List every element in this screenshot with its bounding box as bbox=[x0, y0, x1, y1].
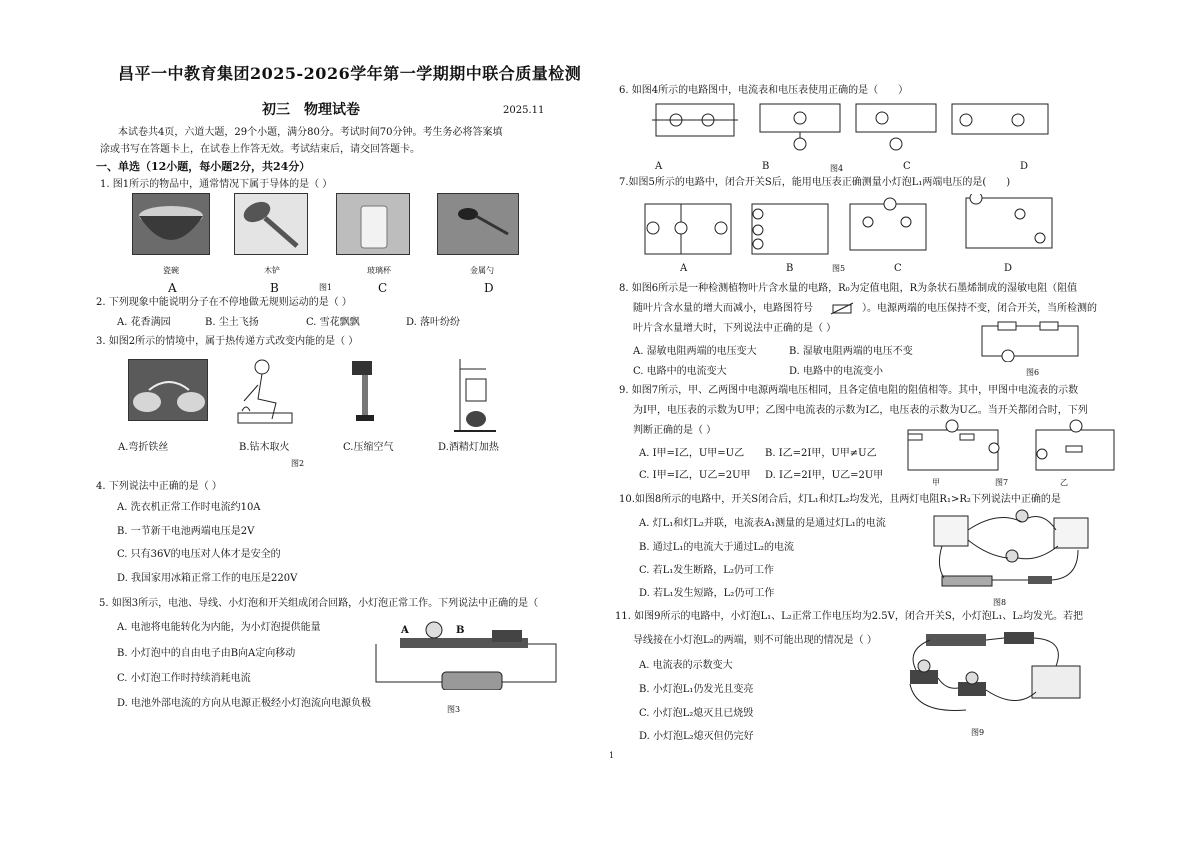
q11-option-d: D. 小灯泡L₂熄灭但仍完好 bbox=[639, 731, 754, 742]
q8-line-2b: ）。电源两端的电压保持不变，闭合开关，当所检测的 bbox=[862, 303, 1097, 314]
q6-fig-label: 图4 bbox=[830, 164, 844, 173]
q9-option-a: A. I甲=I乙，U甲=U乙 bbox=[639, 448, 745, 459]
q3-option-a: A.弯折铁丝 bbox=[118, 442, 169, 453]
section-heading: 一、单选（12小题，每小题2分，共24分） bbox=[96, 160, 311, 173]
q2-stem: 2. 下列现象中能说明分子在不停地做无规则运动的是（ ） bbox=[96, 297, 352, 308]
q1-letter-a: A bbox=[168, 281, 177, 295]
exam-date: 2025.11 bbox=[503, 105, 545, 116]
q11-fig-label: 图9 bbox=[971, 728, 985, 737]
q10-option-a: A. 灯L₁和灯L₂并联，电流表A₁测量的是通过灯L₁的电流 bbox=[639, 518, 886, 529]
q3-stem: 3. 如图2所示的情境中，属于热传递方式改变内能的是（ ） bbox=[96, 336, 359, 347]
q1-photo-bowl bbox=[132, 193, 210, 255]
q6-circuit-b bbox=[756, 100, 844, 154]
q8-option-a: A. 湿敏电阻两端的电压变大 bbox=[633, 346, 757, 357]
q9-option-b: B. I乙=2I甲，U甲≠U乙 bbox=[765, 448, 877, 459]
q3-drawing-compressing-air bbox=[346, 355, 386, 433]
q6-circuit-c bbox=[852, 100, 940, 154]
subject-title: 初三 物理试卷 bbox=[262, 102, 360, 118]
q4-option-d: D. 我国家用冰箱正常工作的电压是220V bbox=[117, 573, 298, 584]
q10-option-b: B. 通过L₁的电流大于通过L₂的电流 bbox=[639, 542, 795, 553]
q4-option-c: C. 只有36V的电压对人体才是安全的 bbox=[117, 549, 281, 560]
q3-photo-bending-wire bbox=[128, 359, 208, 421]
q10-figure-circuit bbox=[928, 506, 1098, 596]
q1-letter-b: B bbox=[270, 281, 279, 295]
q2-option-b: B. 尘土飞扬 bbox=[205, 317, 259, 328]
q11-option-b: B. 小灯泡L₁仍发光且变亮 bbox=[639, 684, 754, 695]
q3-option-c: C.压缩空气 bbox=[343, 442, 394, 453]
q5-option-a: A. 电池将电能转化为内能，为小灯泡提供能量 bbox=[117, 622, 321, 633]
q7-circuit-d bbox=[962, 194, 1056, 252]
page-number: 1 bbox=[609, 751, 615, 760]
q6-letter-d: D bbox=[1020, 161, 1029, 172]
q6-circuit-d bbox=[948, 100, 1052, 140]
q10-option-c: C. 若L₁发生断路，L₂仍可工作 bbox=[639, 565, 774, 576]
q2-option-d: D. 落叶纷纷 bbox=[406, 317, 461, 328]
q7-stem: 7.如图5所示的电路中，闭合开关S后，能用电压表正确测量小灯泡L₁两端电压的是( ) bbox=[619, 177, 1011, 188]
instructions-line-2: 涂或书写在答题卡上，在试卷上作答无效。考试结束后，请交回答题卡。 bbox=[100, 144, 420, 155]
q6-stem: 6. 如图4所示的电路图中，电流表和电压表使用正确的是（ ） bbox=[619, 85, 909, 96]
q11-line-2: 导线接在小灯泡L₂的两端，则不可能出现的情况是（ ） bbox=[633, 635, 877, 646]
q1-letter-c: C bbox=[378, 281, 388, 295]
q11-line-1: 11. 如图9所示的电路中，小灯泡L₁、L₂正常工作电压均为2.5V，闭合开关S，小灯泡L₁、L₂均发光。若把 bbox=[615, 611, 1084, 622]
q9-line-2: 为I甲，电压表的示数为U甲；乙图中电流表的示数为I乙，电压表的示数为U乙。当开关都闭合时，下列 bbox=[633, 405, 1088, 416]
q9-option-d: D. I乙=2I甲，U乙=2U甲 bbox=[765, 470, 884, 481]
q8-option-c: C. 电路中的电流变大 bbox=[633, 366, 727, 377]
humidity-resistor-symbol-icon bbox=[829, 302, 855, 316]
q9-sub-jia: 甲 bbox=[932, 478, 940, 487]
q8-line-1: 8. 如图6所示是一种检测植物叶片含水量的电路，R₀为定值电阻，R为条状石墨烯制成的湿敏电阻（阻值 bbox=[619, 283, 1078, 294]
q10-fig-label: 图8 bbox=[993, 598, 1007, 607]
q1-fig-label: 图1 bbox=[319, 283, 333, 292]
q9-fig-label: 图7 bbox=[995, 478, 1009, 487]
q1-caption-c: 玻璃杯 bbox=[367, 266, 391, 275]
q7-circuit-b bbox=[748, 200, 832, 258]
q5-option-c: C. 小灯泡工作时持续消耗电流 bbox=[117, 673, 251, 684]
q7-circuit-c bbox=[846, 196, 930, 254]
q7-letter-c: C bbox=[894, 263, 902, 274]
q7-fig-label: 图5 bbox=[832, 264, 846, 273]
q5-fig-label: 图3 bbox=[447, 705, 461, 714]
q3-fig-label: 图2 bbox=[291, 459, 305, 468]
q3-drawing-alcohol-lamp bbox=[452, 355, 498, 435]
q1-photo-glass bbox=[336, 193, 410, 255]
q11-figure-circuit bbox=[906, 630, 1096, 720]
q9-sub-yi: 乙 bbox=[1060, 478, 1068, 487]
instructions-line-1: 本试卷共4页，六道大题，29个小题，满分80分。考试时间70分钟。考生务必将答案填 bbox=[118, 127, 503, 138]
q6-letter-c: C bbox=[903, 161, 911, 172]
q4-option-a: A. 洗衣机正常工作时电流约10A bbox=[117, 502, 261, 513]
q9-option-c: C. I甲=I乙，U乙=2U甲 bbox=[639, 470, 751, 481]
q11-option-a: A. 电流表的示数变大 bbox=[639, 660, 733, 671]
q8-option-d: D. 电路中的电流变小 bbox=[789, 366, 884, 377]
q6-letter-a: A bbox=[655, 161, 663, 172]
q10-option-d: D. 若L₁发生短路，L₂仍可工作 bbox=[639, 588, 775, 599]
q10-stem: 10.如图8所示的电路中，开关S闭合后，灯L₁和灯L₂均发光，且两灯电阻R₁>R₂下列说法中正确的是 bbox=[619, 494, 1061, 505]
q6-letter-b: B bbox=[762, 161, 770, 172]
q3-option-b: B.钻木取火 bbox=[239, 442, 290, 453]
q5-label-a: A bbox=[401, 625, 409, 636]
q7-letter-a: A bbox=[680, 263, 688, 274]
q4-stem: 4. 下列说法中正确的是（ ） bbox=[96, 481, 222, 492]
q8-fig-label: 图6 bbox=[1026, 368, 1040, 377]
q1-caption-d: 金属勺 bbox=[470, 266, 494, 275]
q1-caption-a: 瓷碗 bbox=[163, 266, 179, 275]
q2-option-c: C. 雪花飘飘 bbox=[306, 317, 360, 328]
q8-line-2: 随叶片含水量的增大而减小，电路图符号 bbox=[633, 303, 813, 314]
q3-option-d: D.酒精灯加热 bbox=[438, 442, 499, 453]
q1-stem: 1. 图1所示的物品中，通常情况下属于导体的是（ ） bbox=[100, 179, 333, 190]
q9-line-1: 9. 如图7所示，甲、乙两图中电源两端电压相同，且各定值电阻的阻值相等。其中，甲图中电流表的示数 bbox=[619, 385, 1079, 396]
q5-label-b: B bbox=[456, 625, 465, 636]
q9-circuit-yi bbox=[1032, 418, 1118, 474]
q2-option-a: A. 花香满园 bbox=[117, 317, 171, 328]
q5-option-b: B. 小灯泡中的自由电子由B向A定向移动 bbox=[117, 648, 296, 659]
q5-stem: 5. 如图3所示，电池、导线、小灯泡和开关组成闭合回路，小灯泡正常工作。下列说法中正确的是（ bbox=[99, 598, 539, 609]
q7-letter-b: B bbox=[786, 263, 794, 274]
q5-option-d: D. 电池外部电流的方向从电源正极经小灯泡流向电源负极 bbox=[117, 698, 372, 709]
q8-line-3: 叶片含水量增大时，下列说法中正确的是（ ） bbox=[633, 323, 837, 334]
exam-title: 昌平一中教育集团2025-2026学年第一学期期中联合质量检测 bbox=[118, 64, 582, 83]
q9-circuit-jia bbox=[904, 418, 1002, 474]
q7-letter-d: D bbox=[1004, 263, 1013, 274]
q1-photo-spoon bbox=[437, 193, 519, 255]
q8-option-b: B. 湿敏电阻两端的电压不变 bbox=[789, 346, 913, 357]
q8-figure-circuit bbox=[978, 318, 1082, 362]
q1-letter-d: D bbox=[484, 281, 494, 295]
q3-drawing-drilling-fire bbox=[232, 355, 296, 431]
q1-photo-spatula bbox=[234, 193, 308, 255]
q7-circuit-a bbox=[641, 200, 735, 258]
q4-option-b: B. 一节新干电池两端电压是2V bbox=[117, 526, 255, 537]
q1-caption-b: 木铲 bbox=[264, 266, 280, 275]
q9-line-3: 判断正确的是（ ） bbox=[633, 425, 717, 436]
q11-option-c: C. 小灯泡L₂熄灭且已烧毁 bbox=[639, 708, 754, 719]
q6-circuit-a bbox=[652, 100, 738, 140]
